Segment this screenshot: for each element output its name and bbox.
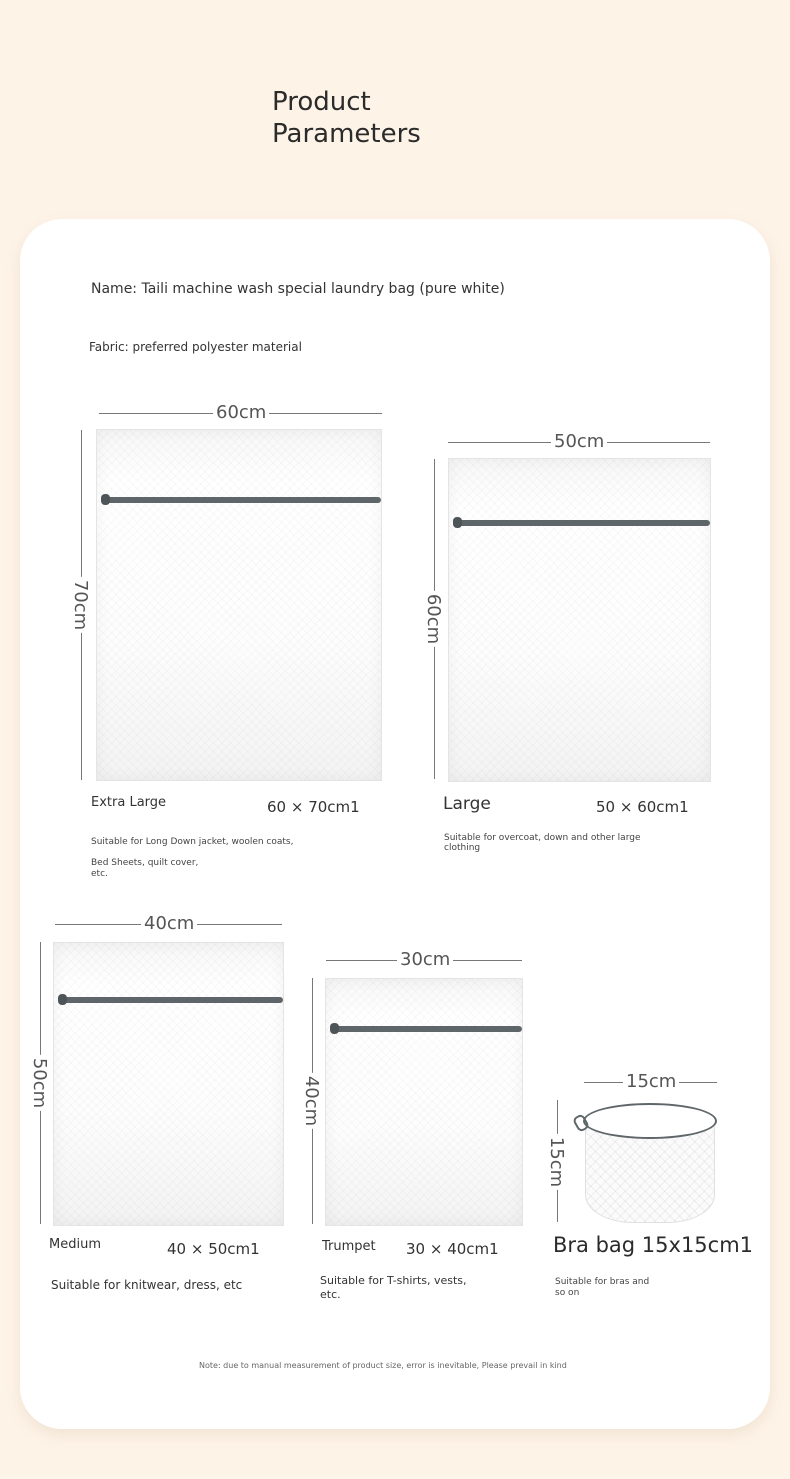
- l-width-label: 50cm: [551, 432, 607, 452]
- l-desc-2: clothing: [444, 843, 481, 853]
- xl-width-label: 60cm: [213, 403, 269, 423]
- xl-desc-1: Suitable for Long Down jacket, woolen coats,: [91, 837, 294, 847]
- zipper-pull: [453, 517, 462, 528]
- l-size-value: 50 × 60cm1: [596, 798, 689, 816]
- zipper: [455, 520, 710, 526]
- zipper-pull: [101, 494, 110, 505]
- xl-size-value: 60 × 70cm1: [267, 798, 360, 816]
- s-size-name: Trumpet: [322, 1239, 376, 1254]
- m-size-value: 40 × 50cm1: [167, 1240, 260, 1258]
- m-width-label: 40cm: [141, 914, 197, 934]
- m-height-label: 50cm: [29, 1055, 49, 1111]
- s-width-label: 30cm: [397, 950, 453, 970]
- zipper-pull: [330, 1023, 339, 1034]
- xl-bag-image: [96, 429, 382, 781]
- zipper: [60, 997, 283, 1003]
- bra-desc-1: Suitable for bras and: [555, 1277, 650, 1287]
- m-desc-1: Suitable for knitwear, dress, etc: [51, 1278, 243, 1292]
- zipper: [332, 1026, 522, 1032]
- xl-height-label: 70cm: [70, 577, 90, 633]
- measurement-note: Note: due to manual measurement of product size, error is inevitable, Please prevail in kind: [199, 1361, 567, 1370]
- page-title: [272, 86, 421, 150]
- s-height-label: 40cm: [301, 1073, 321, 1129]
- bra-bag-top: [583, 1103, 717, 1139]
- product-name: Name: Taili machine wash special laundry bag (pure white): [91, 281, 505, 297]
- xl-desc-2: Bed Sheets, quilt cover,: [91, 858, 199, 868]
- m-bag-image: [53, 942, 284, 1226]
- xl-desc-3: etc.: [91, 869, 108, 879]
- s-size-value: 30 × 40cm1: [406, 1240, 499, 1258]
- bra-width-label: 15cm: [623, 1072, 679, 1092]
- l-bag-image: [448, 458, 711, 782]
- page-title-line2: Parameters: [272, 119, 421, 149]
- page-title-line1: Product: [272, 87, 371, 117]
- s-desc-2: etc.: [320, 1288, 341, 1301]
- l-height-label: 60cm: [423, 591, 443, 647]
- zipper-pull: [58, 994, 67, 1005]
- m-size-name: Medium: [49, 1237, 101, 1252]
- bra-size-name: Bra bag 15x15cm1: [553, 1233, 754, 1257]
- bra-height-label: 15cm: [546, 1134, 566, 1190]
- xl-size-name: Extra Large: [91, 795, 167, 810]
- zipper: [103, 497, 381, 503]
- bra-desc-2: so on: [555, 1288, 580, 1298]
- s-desc-1: Suitable for T-shirts, vests,: [320, 1274, 467, 1287]
- s-bag-image: [325, 978, 523, 1226]
- l-size-name: Large: [443, 794, 491, 814]
- bra-bag-image: [583, 1103, 717, 1225]
- product-fabric: Fabric: preferred polyester material: [89, 340, 302, 354]
- l-desc-1: Suitable for overcoat, down and other large: [444, 833, 641, 843]
